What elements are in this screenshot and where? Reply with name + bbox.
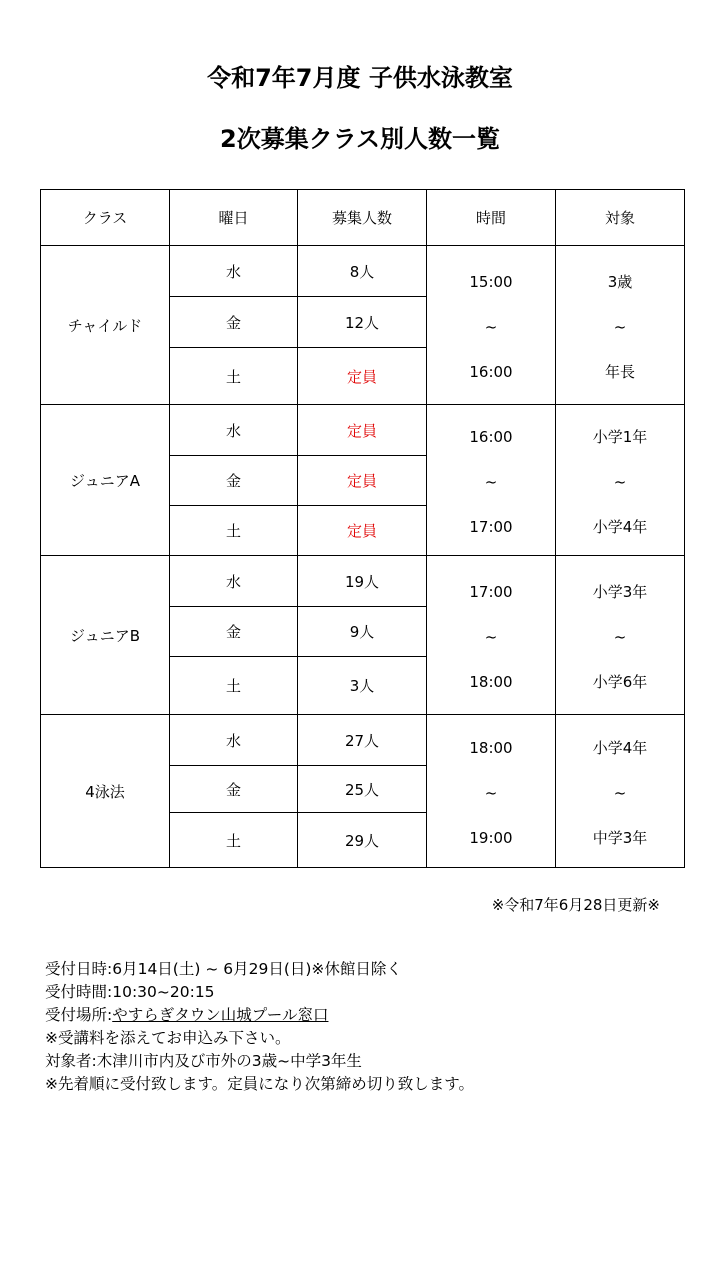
count-cell-full: 定員 xyxy=(298,506,427,556)
time-range-cell xyxy=(427,715,556,868)
day-cell: 土 xyxy=(170,348,298,405)
target-start: 3歳 xyxy=(607,273,633,291)
count-cell: 25人 xyxy=(298,766,427,813)
title-line-2: 2次募集クラス別人数一覧 xyxy=(220,125,500,153)
time-start: 18:00 xyxy=(469,739,513,757)
info-place-name: やすらぎタウン山城プール窓口 xyxy=(112,1006,329,1024)
info-place xyxy=(45,1004,474,1027)
time-sep: ~ xyxy=(484,628,498,646)
info-eligibility: 対象者:木津川市内及び市外の3歳~中学3年生 xyxy=(45,1052,362,1070)
header-day: 曜日 xyxy=(170,190,298,246)
info-block xyxy=(45,958,474,1096)
day-cell: 土 xyxy=(170,657,298,715)
target-range-cell xyxy=(556,556,685,715)
class-table xyxy=(40,189,685,868)
count-cell: 9人 xyxy=(298,607,427,657)
day-cell: 金 xyxy=(170,766,298,813)
count-cell: 27人 xyxy=(298,715,427,766)
target-range-cell xyxy=(556,246,685,405)
class-name-cell: 4泳法 xyxy=(41,715,170,868)
target-end: 年長 xyxy=(604,363,635,381)
target-end: 小学4年 xyxy=(592,518,648,536)
target-sep: ~ xyxy=(613,473,627,491)
update-note: ※令和7年6月28日更新※ xyxy=(491,896,660,914)
count-cell: 12人 xyxy=(298,297,427,348)
count-cell-full: 定員 xyxy=(298,456,427,506)
count-cell-full: 定員 xyxy=(298,348,427,405)
time-end: 17:00 xyxy=(469,518,513,536)
target-range-cell xyxy=(556,715,685,868)
time-end: 18:00 xyxy=(469,673,513,691)
time-sep: ~ xyxy=(484,318,498,336)
header-class: クラス xyxy=(41,190,170,246)
info-dates: 受付日時:6月14日(土) ~ 6月29日(日)※休館日除く xyxy=(45,960,402,978)
time-end: 16:00 xyxy=(469,363,513,381)
time-range-cell xyxy=(427,246,556,405)
table-row xyxy=(41,556,685,607)
time-range-cell xyxy=(427,556,556,715)
day-cell: 金 xyxy=(170,607,298,657)
header-count: 募集人数 xyxy=(298,190,427,246)
target-end: 中学3年 xyxy=(592,829,648,847)
day-cell: 土 xyxy=(170,813,298,868)
time-end: 19:00 xyxy=(469,829,513,847)
table-row xyxy=(41,405,685,456)
time-start: 16:00 xyxy=(469,428,513,446)
table-row xyxy=(41,246,685,297)
time-sep: ~ xyxy=(484,784,498,802)
count-cell: 19人 xyxy=(298,556,427,607)
day-cell: 金 xyxy=(170,456,298,506)
target-sep: ~ xyxy=(613,318,627,336)
info-first-come-note: ※先着順に受付致します。定員になり次第締め切り致します。 xyxy=(45,1075,475,1093)
time-range-cell xyxy=(427,405,556,556)
day-cell: 水 xyxy=(170,556,298,607)
table-header-row xyxy=(41,190,685,246)
class-name-cell: チャイルド xyxy=(41,246,170,405)
time-start: 17:00 xyxy=(469,583,513,601)
target-end: 小学6年 xyxy=(592,673,648,691)
day-cell: 水 xyxy=(170,246,298,297)
target-sep: ~ xyxy=(613,784,627,802)
info-place-label: 受付場所: xyxy=(45,1006,113,1024)
day-cell: 水 xyxy=(170,715,298,766)
target-start: 小学3年 xyxy=(592,583,648,601)
target-range-cell xyxy=(556,405,685,556)
info-fee-note: ※受講料を添えてお申込み下さい。 xyxy=(45,1029,291,1047)
title-line-1: 令和7年7月度 子供水泳教室 xyxy=(207,64,513,92)
target-sep: ~ xyxy=(613,628,627,646)
target-start: 小学4年 xyxy=(592,739,648,757)
header-target: 対象 xyxy=(556,190,685,246)
time-start: 15:00 xyxy=(469,273,513,291)
count-cell: 3人 xyxy=(298,657,427,715)
day-cell: 土 xyxy=(170,506,298,556)
info-hours: 受付時間:10:30~20:15 xyxy=(45,983,215,1001)
table-row xyxy=(41,715,685,766)
target-start: 小学1年 xyxy=(592,428,648,446)
header-time: 時間 xyxy=(427,190,556,246)
time-sep: ~ xyxy=(484,473,498,491)
count-cell: 8人 xyxy=(298,246,427,297)
count-cell-full: 定員 xyxy=(298,405,427,456)
class-name-cell: ジュニアA xyxy=(41,405,170,556)
day-cell: 水 xyxy=(170,405,298,456)
class-name-cell: ジュニアB xyxy=(41,556,170,715)
day-cell: 金 xyxy=(170,297,298,348)
count-cell: 29人 xyxy=(298,813,427,868)
